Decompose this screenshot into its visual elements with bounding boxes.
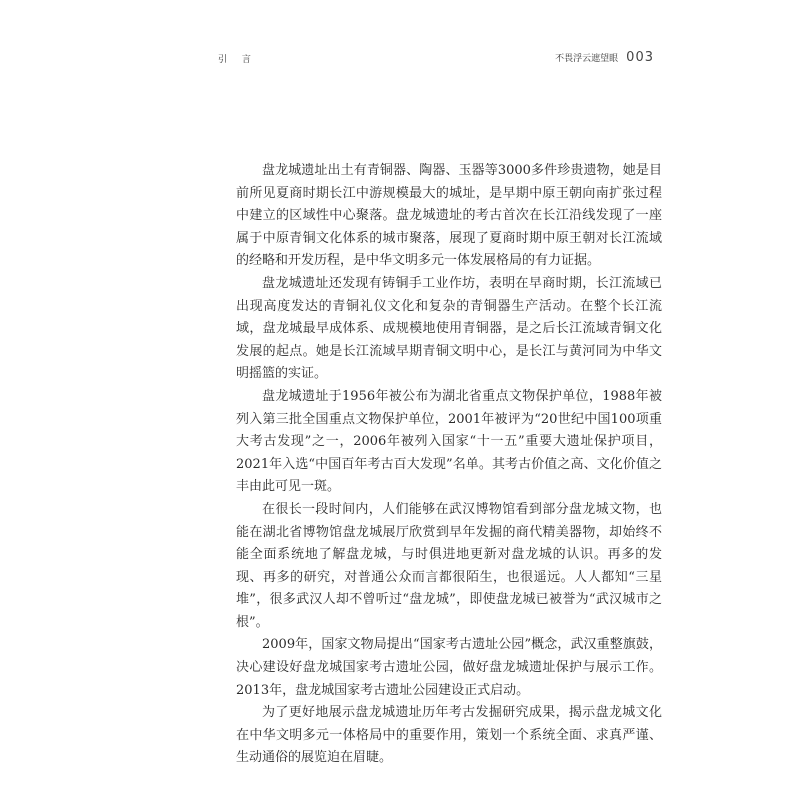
paragraph: 为了更好地展示盘龙城遗址历年考古发掘研究成果，揭示盘龙城文化在中华文明多元一体格局中的重要作用，策划一个系统全面、求真严谨、生动通俗的展览迫在眉睫。 — [236, 705, 662, 766]
paragraph: 盘龙城遗址还发现有铸铜手工业作坊，表明在早商时期，长江流域已出现高度发达的青铜礼仪文化和复杂的青铜器生产活动。在整个长江流域，盘龙城最早成体系、成规模地使用青铜器，是之后长江流域青铜文化发展的起点。她是长江流域早期青铜文明中心，是长江与黄河同为中华文明摇篮的实证。 — [236, 275, 662, 382]
page-number: 003 — [626, 50, 654, 65]
running-header — [218, 50, 654, 66]
paragraph: 在很长一段时间内，人们能够在武汉博物馆看到部分盘龙城文物，也能在湖北省博物馆盘龙城展厅欣赏到早年发掘的商代精美器物，却始终不能全面系统地了解盘龙城，与时俱进地更新对盘龙城的认识。再多的发现、再多的研究，对普通公众而言都很陌生，也很遥远。人人都知“三星堆”，很多武汉人却不曾听过“盘龙城”，即使盘龙城已被誉为“武汉城市之根”。 — [236, 501, 662, 630]
header-right — [555, 50, 654, 65]
paragraph: 2009年，国家文物局提出“国家考古遗址公园”概念，武汉重整旗鼓，决心建设好盘龙城国家考古遗址公园，做好盘龙城遗址保护与展示工作。2013年，盘龙城国家考古遗址公园建设正式启动。 — [236, 637, 662, 698]
book-title: 不畏浮云遮望眼 — [555, 54, 619, 64]
body-text — [236, 160, 662, 770]
paragraph: 盘龙城遗址于1956年被公布为湖北省重点文物保护单位，1988年被列入第三批全国重点文物保护单位，2001年被评为“20世纪中国100项重大考古发现”之一，2006年被列入国家“十一五”重要大遗址保护项目，2021年入选“中国百年考古百大发现”名单。其考古价值之高、文化价值之丰由此可见一斑。 — [236, 388, 662, 495]
paragraph: 盘龙城遗址出土有青铜器、陶器、玉器等3000多件珍贵遗物，她是目前所见夏商时期长江中游规模最大的城址，是早期中原王朝向南扩张过程中建立的区域性中心聚落。盘龙城遗址的考古首次在长江沿线发现了一座属于中原青铜文化体系的城市聚落，展现了夏商时期中原王朝对长江流域的经略和开发历程，是中华文明多元一体发展格局的有力证据。 — [236, 163, 662, 269]
section-label: 引 言 — [218, 55, 257, 65]
